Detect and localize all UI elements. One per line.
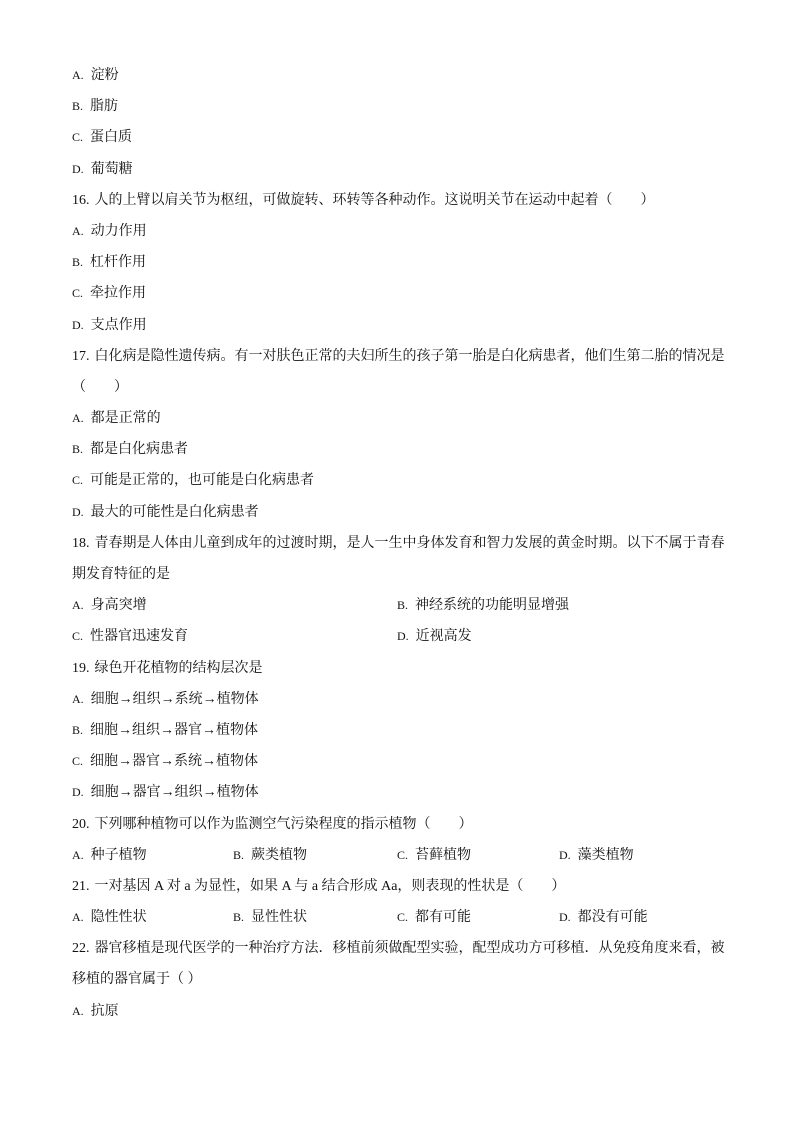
question-stem-text: 青春期是人体由儿童到成年的过渡时期，是人一生中身体发育和智力发展的黄金时期。以下不属于青春 bbox=[94, 535, 725, 551]
question-number: 22. bbox=[72, 941, 90, 957]
question-stem-text: （ ） bbox=[72, 379, 128, 395]
q18-options-row-2 bbox=[72, 621, 742, 652]
question-number: 17. bbox=[72, 348, 90, 364]
option-text: 抗原 bbox=[90, 1003, 119, 1019]
question-stem-text: 移植的器官属于（ ） bbox=[72, 972, 202, 988]
option-text: 动力作用 bbox=[90, 223, 147, 239]
q22-stem-continued bbox=[72, 964, 742, 995]
q16-option-a bbox=[72, 216, 742, 247]
q21-option-d bbox=[559, 902, 742, 933]
option-text: 细胞→器官→系统→植物体 bbox=[90, 754, 259, 770]
q15-option-c bbox=[72, 122, 742, 153]
option-text: 神经系统的功能明显增强 bbox=[415, 598, 570, 614]
option-text: 隐性性状 bbox=[90, 910, 147, 926]
option-label: C. bbox=[72, 629, 84, 644]
question-number: 16. bbox=[72, 192, 90, 208]
q21-option-a bbox=[72, 902, 233, 933]
q16-stem bbox=[72, 185, 742, 216]
option-text: 都没有可能 bbox=[577, 910, 648, 926]
q15-option-a bbox=[72, 60, 742, 91]
q20-options-row bbox=[72, 840, 742, 871]
option-label: C. bbox=[72, 473, 84, 488]
option-label: A. bbox=[72, 691, 84, 706]
q21-stem bbox=[72, 871, 742, 902]
question-number: 19. bbox=[72, 660, 90, 676]
q19-option-d bbox=[72, 777, 742, 808]
q15-option-d bbox=[72, 154, 742, 185]
option-text: 蕨类植物 bbox=[251, 847, 308, 863]
option-label: D. bbox=[559, 847, 571, 862]
option-label: B. bbox=[233, 847, 245, 862]
option-text: 性器官迅速发育 bbox=[90, 629, 189, 645]
option-text: 蛋白质 bbox=[90, 130, 133, 146]
option-label: B. bbox=[72, 255, 84, 270]
question-number: 18. bbox=[72, 535, 90, 551]
q18-option-b bbox=[397, 590, 742, 621]
q22-option-a bbox=[72, 996, 742, 1027]
question-number: 21. bbox=[72, 878, 90, 894]
question-stem-text: 器官移植是现代医学的一种治疗方法．移植前须做配型实验，配型成功方可移植．从免疫角度来看，被 bbox=[94, 941, 725, 957]
q20-option-c bbox=[397, 840, 559, 871]
option-label: C. bbox=[72, 130, 84, 145]
option-text: 身高突增 bbox=[90, 598, 147, 614]
q20-stem bbox=[72, 809, 742, 840]
option-text: 细胞→组织→器官→植物体 bbox=[90, 722, 259, 738]
option-label: D. bbox=[72, 504, 84, 519]
option-label: C. bbox=[72, 754, 84, 769]
q19-option-a bbox=[72, 684, 742, 715]
q19-option-b bbox=[72, 715, 742, 746]
option-text: 藻类植物 bbox=[577, 847, 634, 863]
q18-option-d bbox=[397, 621, 742, 652]
q17-option-c bbox=[72, 465, 742, 496]
option-label: D. bbox=[72, 317, 84, 332]
question-stem-text: 期发育特征的是 bbox=[72, 567, 170, 582]
q21-option-c bbox=[397, 902, 559, 933]
q16-option-d bbox=[72, 310, 742, 341]
option-label: A. bbox=[72, 1003, 84, 1018]
option-label: A. bbox=[72, 223, 84, 238]
option-text: 细胞→组织→系统→植物体 bbox=[90, 691, 259, 707]
option-text: 牵拉作用 bbox=[90, 286, 147, 302]
option-label: C. bbox=[397, 910, 409, 925]
q18-option-c bbox=[72, 621, 397, 652]
q18-option-a bbox=[72, 590, 397, 621]
option-text: 都是正常的 bbox=[90, 411, 161, 427]
question-stem-text: 绿色开花植物的结构层次是 bbox=[94, 660, 263, 676]
option-label: D. bbox=[72, 785, 84, 800]
q21-options-row bbox=[72, 902, 742, 933]
option-text: 苔藓植物 bbox=[415, 847, 472, 863]
option-text: 最大的可能性是白化病患者 bbox=[90, 504, 259, 520]
q19-option-c bbox=[72, 746, 742, 777]
q17-option-a bbox=[72, 403, 742, 434]
option-text: 显性性状 bbox=[251, 910, 308, 926]
question-stem-text: 人的上臂以肩关节为枢纽，可做旋转、环转等各种动作。这说明关节在运动中起着（ ） bbox=[94, 192, 655, 208]
q18-stem-continued bbox=[72, 559, 742, 590]
q20-option-d bbox=[559, 840, 742, 871]
option-text: 种子植物 bbox=[90, 847, 147, 863]
q19-stem bbox=[72, 653, 742, 684]
option-label: A. bbox=[72, 598, 84, 613]
option-text: 细胞→器官→组织→植物体 bbox=[90, 785, 259, 801]
q17-option-b bbox=[72, 434, 742, 465]
q17-stem bbox=[72, 341, 742, 372]
question-list bbox=[72, 60, 742, 1027]
q16-option-c bbox=[72, 278, 742, 309]
option-text: 脂肪 bbox=[90, 99, 119, 115]
option-label: A. bbox=[72, 910, 84, 925]
q18-options-row-1 bbox=[72, 590, 742, 621]
option-text: 葡萄糖 bbox=[90, 161, 133, 177]
question-stem-text: 下列哪种植物可以作为监测空气污染程度的指示植物（ ） bbox=[94, 816, 473, 832]
option-text: 杠杆作用 bbox=[90, 255, 147, 271]
question-stem-text: 一对基因 A 对 a 为显性，如果 A 与 a 结合形成 Aa，则表现的性状是（ ） bbox=[94, 878, 566, 894]
option-label: A. bbox=[72, 847, 84, 862]
option-label: A. bbox=[72, 68, 84, 82]
q18-stem bbox=[72, 528, 742, 559]
q17-stem-continued bbox=[72, 372, 742, 403]
option-text: 都有可能 bbox=[415, 910, 472, 926]
q21-option-b bbox=[233, 902, 397, 933]
q15-option-b bbox=[72, 91, 742, 122]
option-text: 淀粉 bbox=[90, 68, 119, 83]
question-number: 20. bbox=[72, 816, 90, 832]
question-stem-text: 白化病是隐性遗传病。有一对肤色正常的夫妇所生的孩子第一胎是白化病患者，他们生第二胎的情况是 bbox=[94, 348, 725, 364]
option-label: D. bbox=[559, 910, 571, 925]
option-label: B. bbox=[72, 722, 84, 737]
option-text: 支点作用 bbox=[90, 317, 147, 333]
option-text: 可能是正常的，也可能是白化病患者 bbox=[90, 473, 315, 489]
q16-option-b bbox=[72, 247, 742, 278]
q17-option-d bbox=[72, 497, 742, 528]
q22-stem bbox=[72, 933, 742, 964]
option-label: C. bbox=[397, 847, 409, 862]
option-label: B. bbox=[397, 598, 409, 613]
option-label: D. bbox=[72, 161, 84, 176]
q20-option-a bbox=[72, 840, 233, 871]
option-text: 都是白化病患者 bbox=[90, 442, 189, 458]
option-label: C. bbox=[72, 286, 84, 301]
q20-option-b bbox=[233, 840, 397, 871]
option-label: A. bbox=[72, 411, 84, 426]
option-label: B. bbox=[72, 99, 84, 114]
option-label: B. bbox=[233, 910, 245, 925]
option-text: 近视高发 bbox=[415, 629, 472, 645]
option-label: D. bbox=[397, 629, 409, 644]
option-label: B. bbox=[72, 442, 84, 457]
